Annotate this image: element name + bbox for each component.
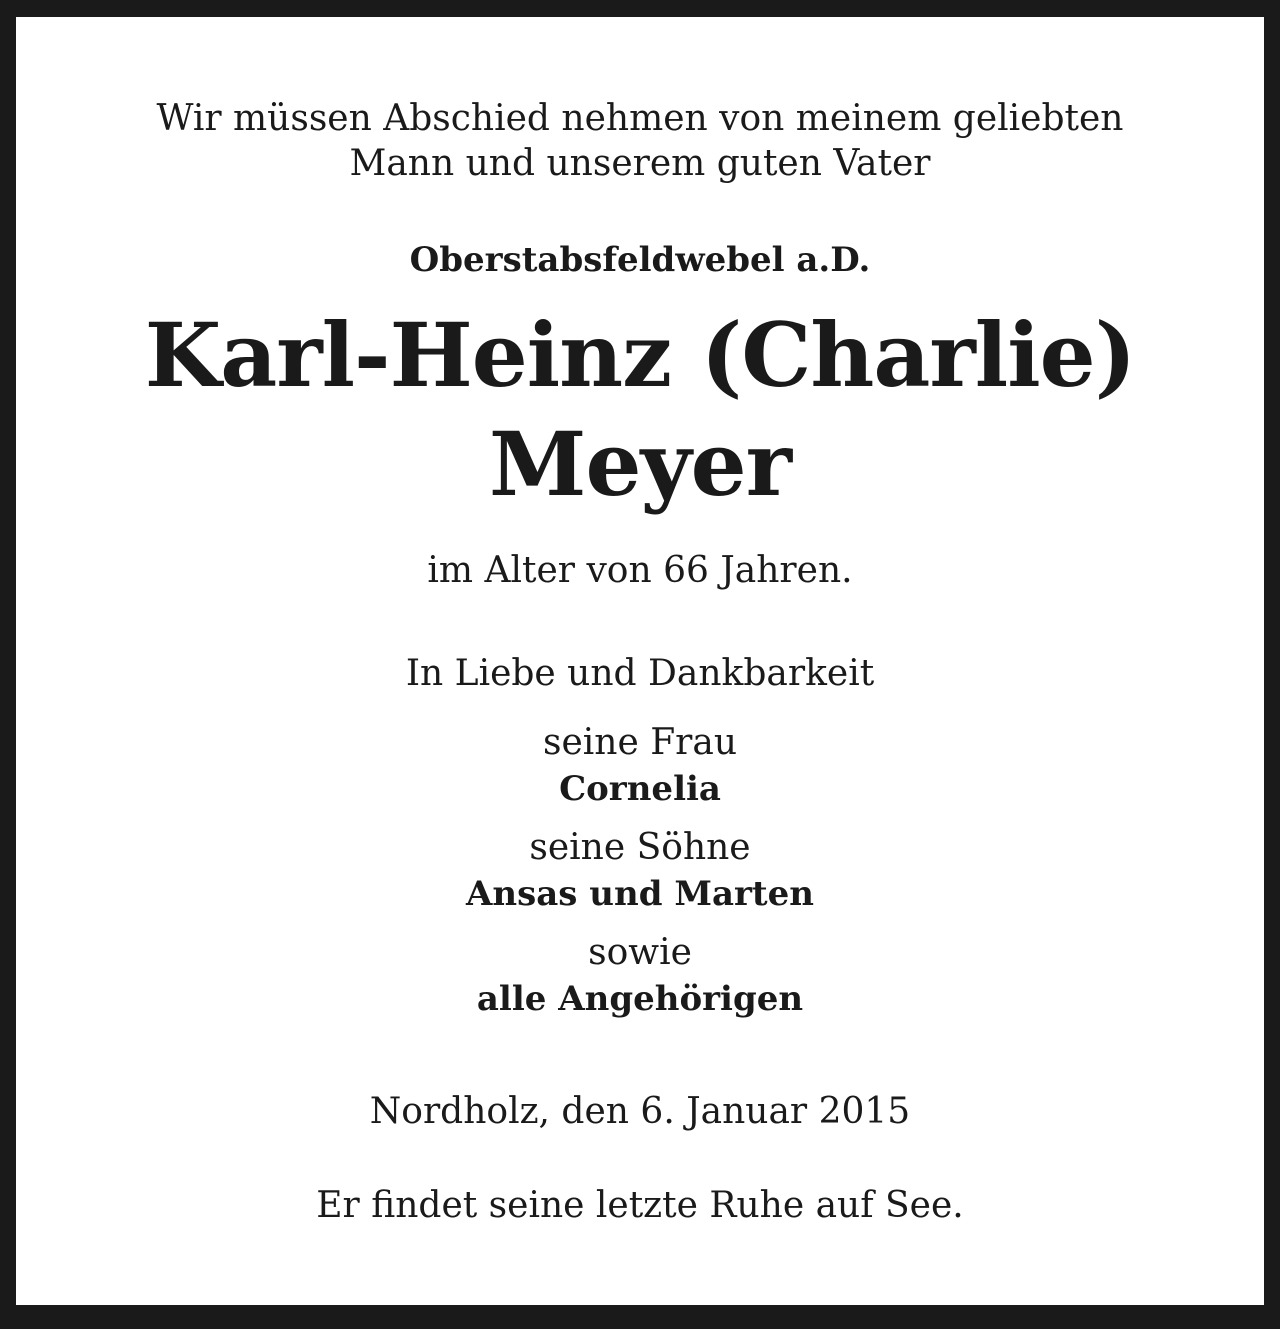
deceased-rank: Oberstabsfeldwebel a.D. [409, 240, 871, 280]
deceased-name-line-1: Karl-Heinz (Charlie) [144, 303, 1136, 407]
mourner-relation-wife: seine Frau [542, 722, 738, 763]
mourner-name-wife: Cornelia [559, 769, 721, 809]
age-line: im Alter von 66 Jahren. [427, 550, 853, 591]
intro-line-1: Wir müssen Abschied nehmen von meinem geliebten [156, 98, 1124, 139]
mourner-name-others: alle Angehörigen [476, 979, 804, 1019]
mourner-relation-sons: seine Söhne [529, 827, 751, 868]
intro-line-2: Mann und unserem guten Vater [349, 143, 931, 184]
closing-line: In Liebe und Dankbarkeit [405, 653, 875, 694]
burial-note: Er findet seine letzte Ruhe auf See. [316, 1185, 964, 1226]
deceased-name-line-2: Meyer [489, 412, 791, 516]
place-date: Nordholz, den 6. Januar 2015 [369, 1091, 911, 1132]
mourner-relation-others: sowie [588, 932, 692, 973]
mourner-name-sons: Ansas und Marten [466, 874, 814, 914]
